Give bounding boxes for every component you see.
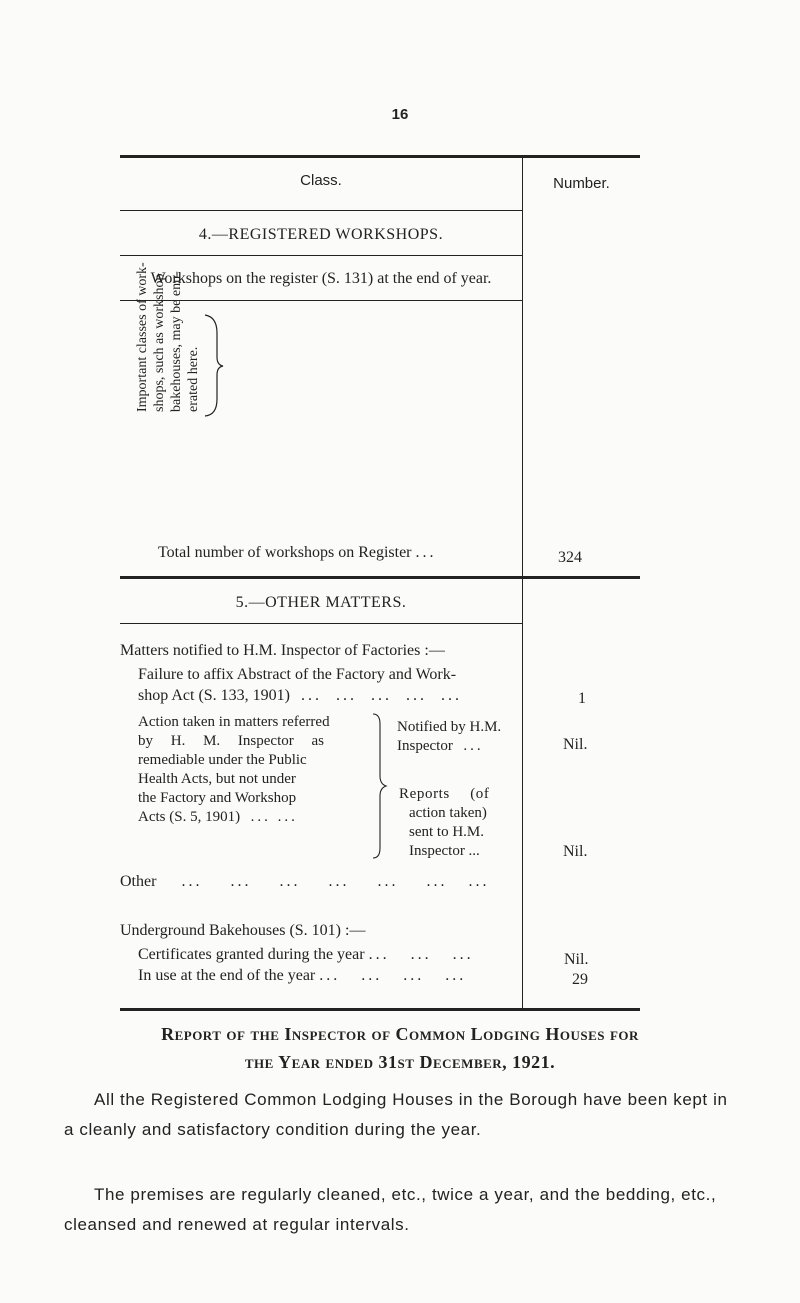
failure-value: 1: [578, 690, 586, 707]
rotated-line-2: shops, such as workshop: [152, 273, 167, 412]
report-title: [60, 1020, 740, 1076]
action-line-4: Health Acts, but not under: [138, 771, 296, 787]
rotated-line-4: erated here.: [186, 346, 201, 412]
matters-heading: Matters notified to H.M. Inspector of Factories :—: [120, 642, 445, 659]
action-line-1: Action taken in matters referred: [138, 714, 330, 730]
report-title-line-1: Report of the Inspector of Common Lodging Houses for: [161, 1024, 639, 1044]
section4-subtitle: Workshops on the register (S. 131) at the end of year.: [150, 270, 492, 287]
notified-line-2: Inspector ...: [397, 738, 484, 754]
section5-title: 5.—OTHER MATTERS.: [235, 594, 407, 611]
page-number: 16: [391, 106, 409, 123]
action-brace-icon: [372, 712, 388, 860]
report-paragraph-1: All the Registered Common Lodging Houses in the Borough have been kept in a cleanly and satisfactory condition during the year.: [64, 1090, 728, 1139]
in-use-row: In use at the end of the year ... ... ... ...: [138, 967, 467, 984]
brace-icon: [203, 313, 225, 418]
table-top-rule: [120, 155, 640, 158]
certificates-value: Nil.: [564, 951, 589, 968]
action-line-2: by H. M. Inspector as: [138, 733, 324, 749]
rotated-line-1: Important classes of work-: [135, 262, 150, 412]
class-column-header: Class.: [300, 172, 342, 189]
failure-line-2: shop Act (S. 133, 1901) ... ... ... ... ...: [138, 687, 462, 704]
report-paragraph-2: The premises are regularly cleaned, etc., twice a year, and the bedding, etc., cleansed and renewed at regular intervals.: [64, 1185, 717, 1234]
section4-subtitle-rule: [120, 255, 522, 256]
report-title-line-2: the Year ended 31st December, 1921.: [244, 1052, 556, 1072]
certificates-row: Certificates granted during the year ... ... ...: [138, 946, 474, 963]
reports-line-2: action taken): [409, 805, 487, 821]
failure-line-1: Failure to affix Abstract of the Factory and Work-: [138, 666, 457, 683]
reports-line-1: Reports (of: [399, 786, 490, 802]
section5-title-rule: [120, 623, 522, 624]
action-line-3: remediable under the Public: [138, 752, 307, 768]
reports-line-3: sent to H.M.: [409, 824, 484, 840]
section5-top-rule: [120, 576, 640, 579]
column-divider: [522, 158, 523, 1010]
section4-title: 4.—REGISTERED WORKSHOPS.: [198, 226, 444, 243]
total-workshops-label: Total number of workshops on Register ...: [158, 544, 437, 561]
number-column-header: Number.: [553, 175, 610, 192]
header-rule: [120, 210, 522, 211]
rotated-line-3: bakehouses, may be enu-: [169, 271, 184, 412]
underground-heading: Underground Bakehouses (S. 101) :—: [120, 922, 366, 939]
notified-value: Nil.: [563, 736, 588, 753]
reports-line-4: Inspector ...: [409, 843, 480, 859]
table-bottom-rule: [120, 1008, 640, 1011]
reports-value: Nil.: [563, 843, 588, 860]
notified-line-1: Notified by H.M.: [397, 719, 502, 735]
total-workshops-value: 324: [558, 549, 582, 566]
other-row: Other ... ... ... ... ... ... ...: [120, 873, 490, 890]
action-line-5: the Factory and Workshop: [138, 790, 297, 806]
action-line-6: Acts (S. 5, 1901) ... ...: [138, 809, 298, 825]
in-use-value: 29: [572, 971, 588, 988]
